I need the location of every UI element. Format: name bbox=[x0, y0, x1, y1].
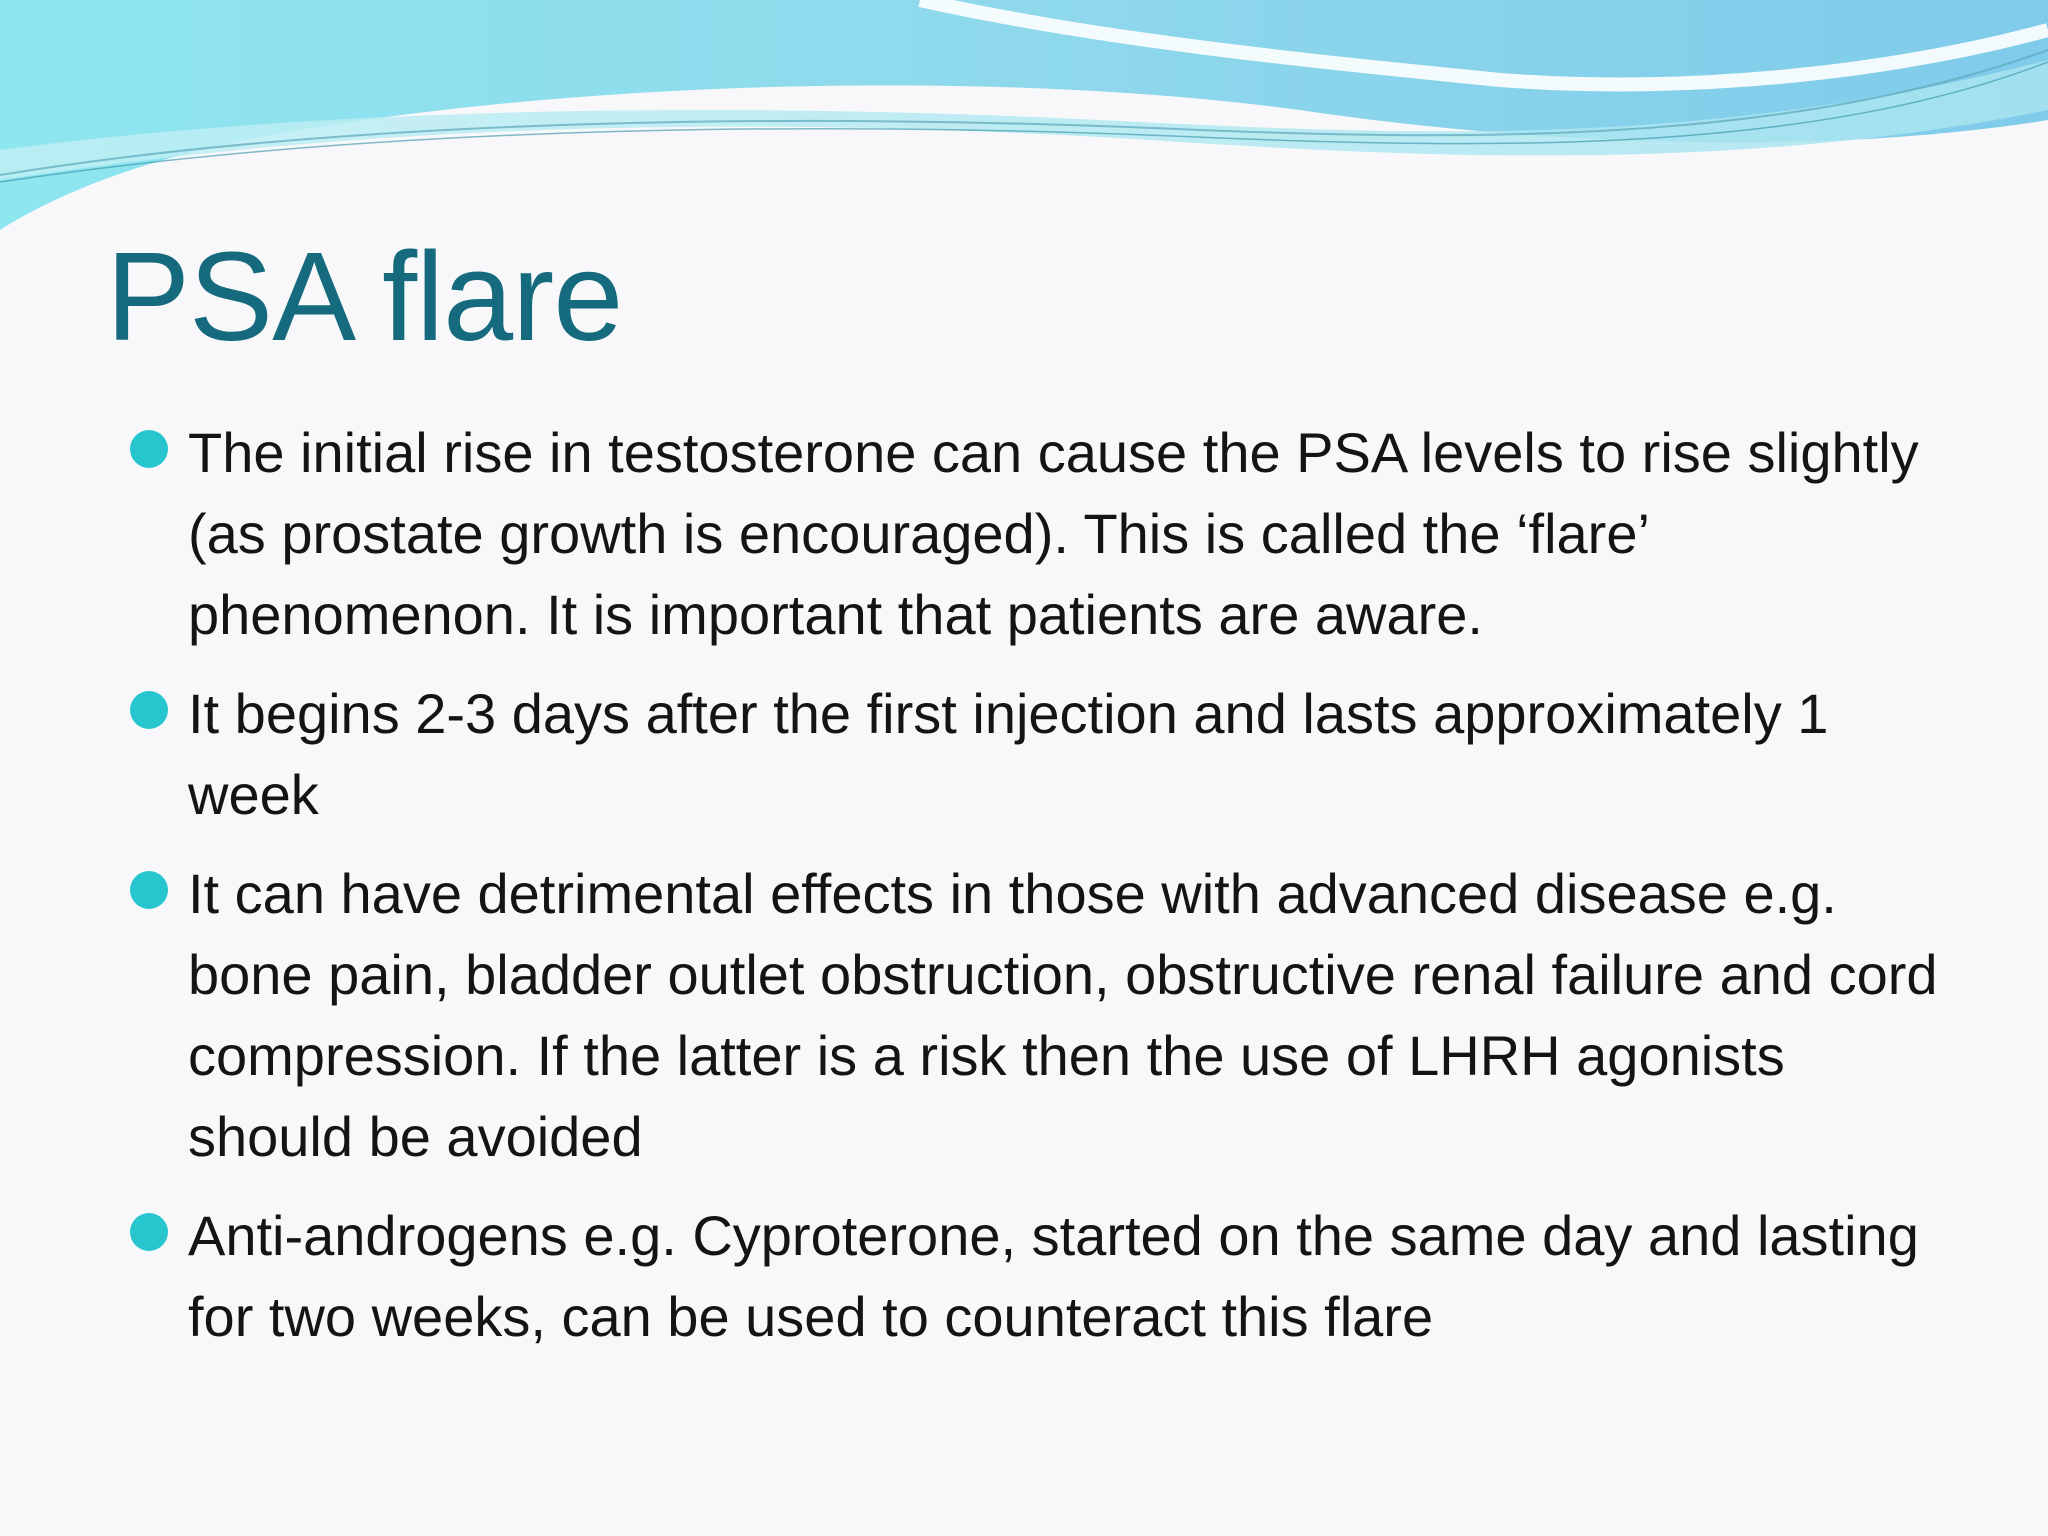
slide-title: PSA flare bbox=[106, 226, 623, 367]
bullet-item bbox=[130, 853, 1940, 1177]
bullet-dot-icon bbox=[130, 430, 168, 468]
bullet-text: It can have detrimental effects in those with advanced disease e.g. bone pain, bladder outlet obstruction, obstructive renal failure and cord compression. If the latter is a risk then the use of LHRH agonists should be avoided bbox=[188, 862, 1938, 1168]
bullet-text: The initial rise in testosterone can cause the PSA levels to rise slightly (as prostate growth is encouraged). This is called the ‘flare’ phenomenon. It is important that patients are aware. bbox=[188, 421, 1919, 646]
bullet-item bbox=[130, 412, 1940, 655]
bullet-dot-icon bbox=[130, 691, 168, 729]
bullet-item bbox=[130, 1195, 1940, 1357]
bullet-text: Anti-androgens e.g. Cyproterone, started on the same day and lasting for two weeks, can be used to counteract this flare bbox=[188, 1204, 1919, 1348]
bullet-dot-icon bbox=[130, 871, 168, 909]
bullet-list bbox=[130, 412, 1940, 1375]
bullet-dot-icon bbox=[130, 1213, 168, 1251]
bullet-text: It begins 2-3 days after the first injection and lasts approximately 1 week bbox=[188, 682, 1829, 826]
bullet-item bbox=[130, 673, 1940, 835]
header-wave-decoration bbox=[0, 0, 2048, 240]
